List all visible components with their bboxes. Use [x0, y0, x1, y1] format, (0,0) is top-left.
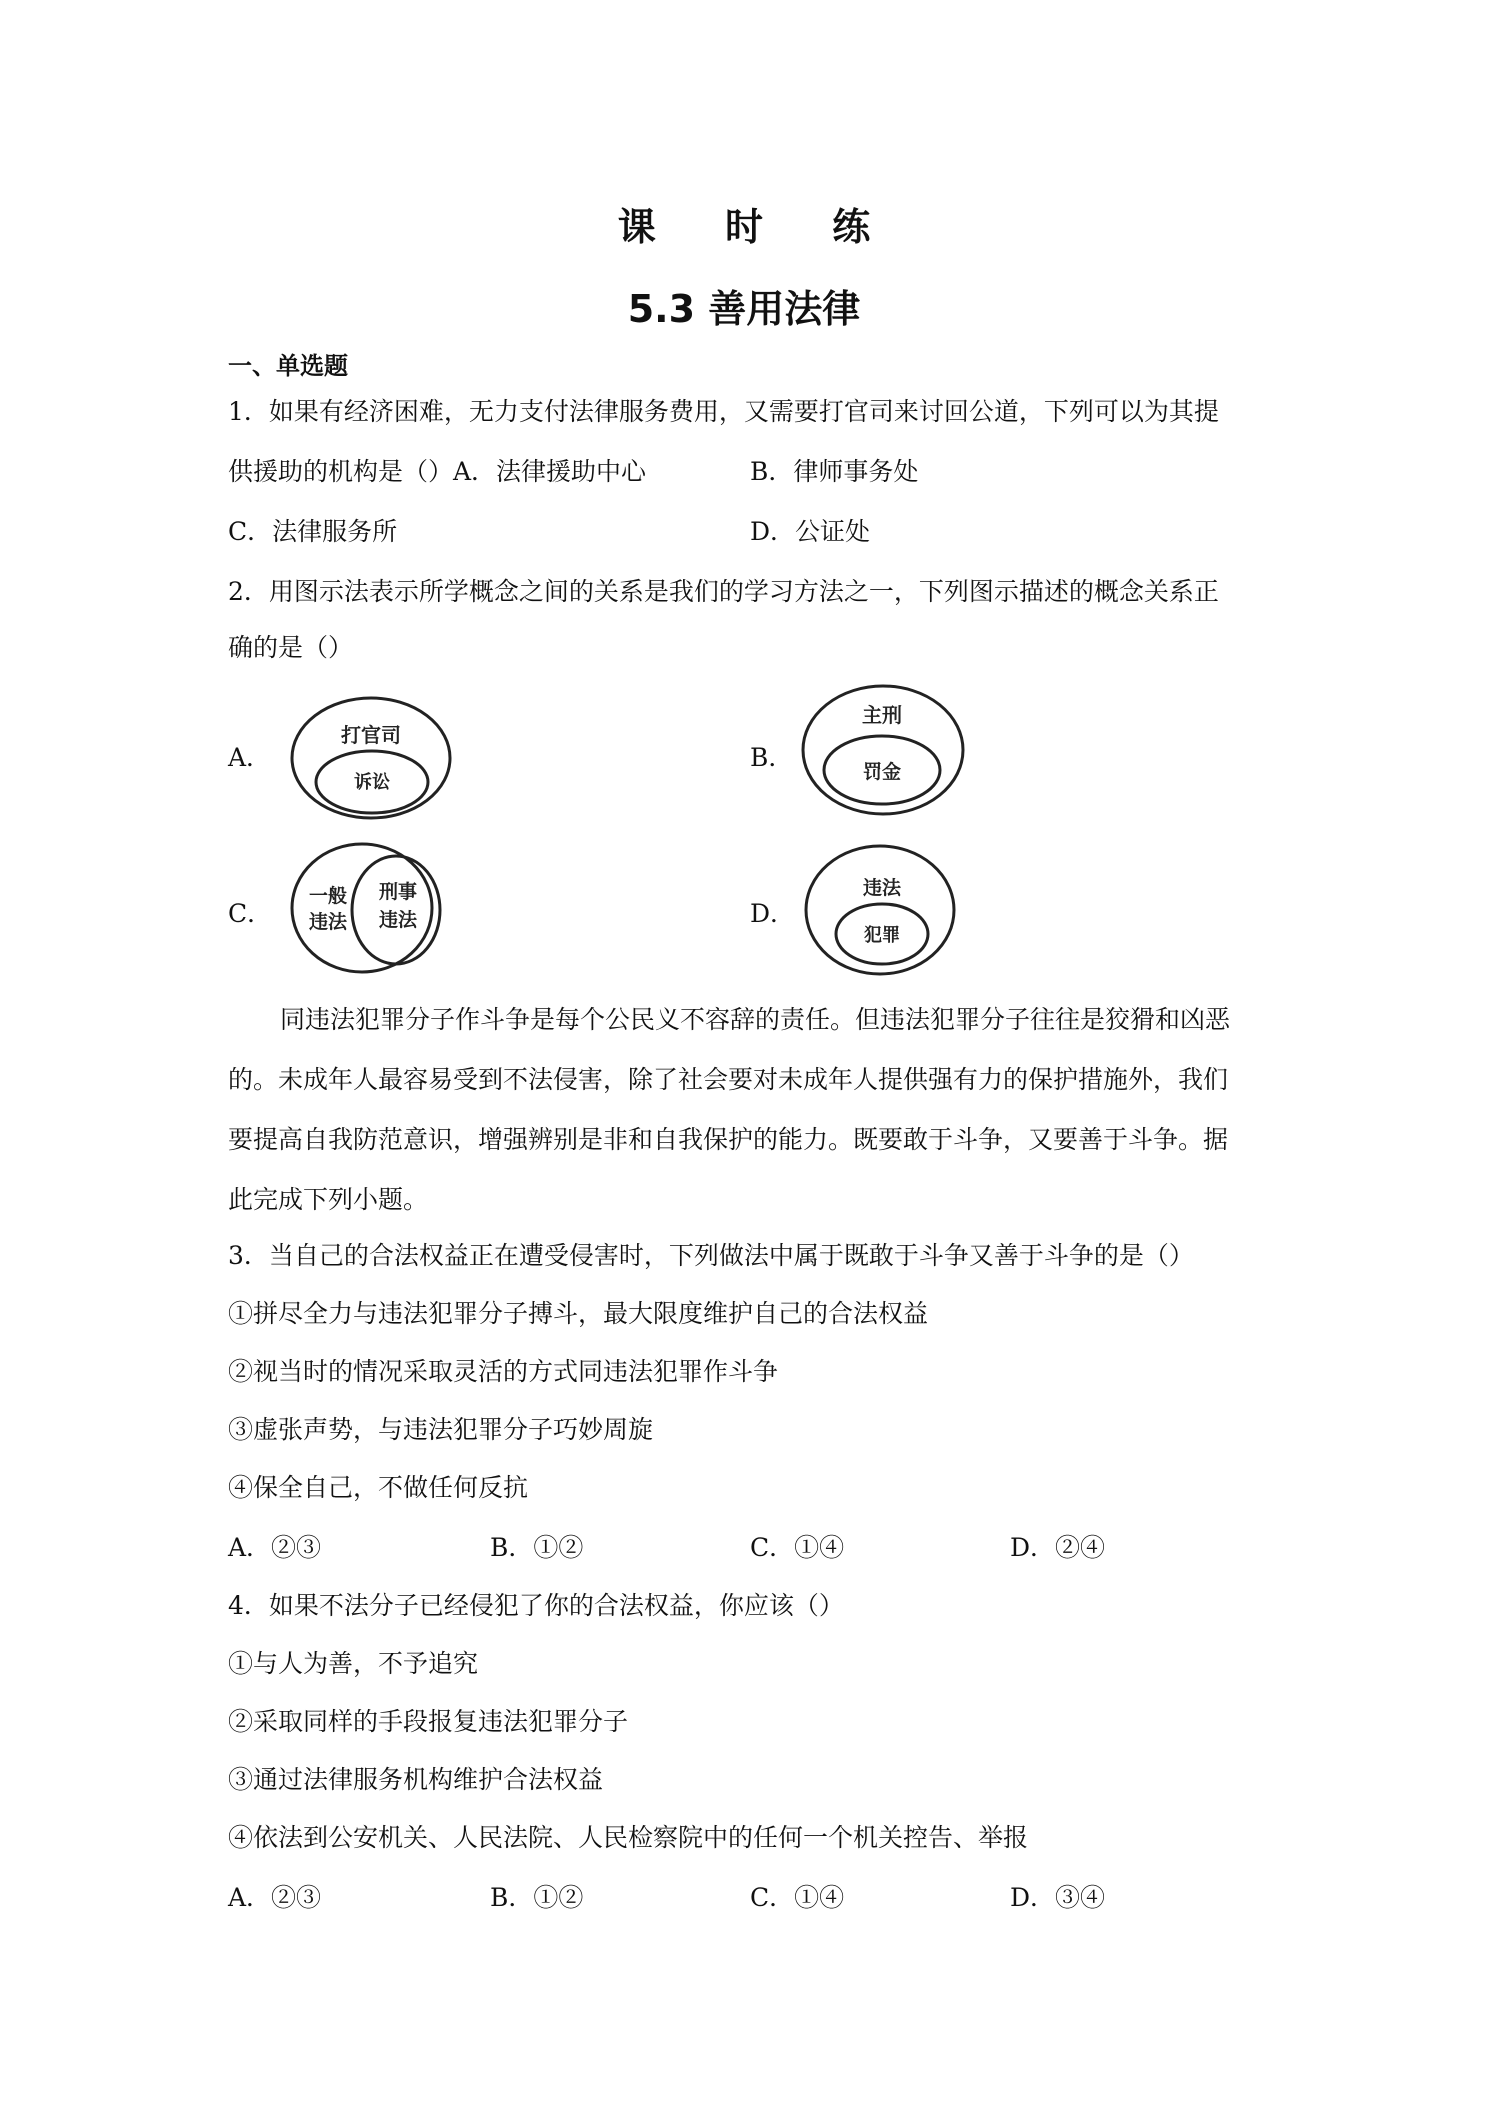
q2-diagram-d-label: D． — [750, 899, 796, 928]
q4-item-2: ②采取同样的手段报复违法犯罪分子 — [228, 1707, 629, 1736]
q1-line2: 供援助的机构是（）A．法律援助中心 — [228, 457, 647, 486]
passage-line-4: 此完成下列小题。 — [228, 1185, 429, 1214]
passage-line-3: 要提高自我防范意识，增强辨别是非和自我保护的能力。既要敢于斗争，又要善于斗争。据 — [228, 1125, 1229, 1154]
q2-diagram-d — [802, 840, 962, 980]
passage-line-2: 的。未成年人最容易受到不法侵害，除了社会要对未成年人提供强有力的保护措施外，我们 — [228, 1065, 1229, 1094]
q1-option-c: C．法律服务所 — [228, 517, 398, 546]
page-title: 课 时 练 — [617, 205, 899, 249]
outer-label: 打官司 — [341, 723, 401, 747]
left-label-2: 违法 — [308, 911, 348, 933]
q2-diagram-a-label: A． — [228, 743, 272, 772]
q3-option-c: C．①④ — [750, 1533, 845, 1562]
page-subtitle: 5.3 善用法律 — [627, 287, 861, 331]
q2-diagram-b-label: B． — [750, 743, 794, 772]
outer-label: 主刑 — [862, 703, 902, 727]
q4-item-3: ③通过法律服务机构维护合法权益 — [228, 1765, 604, 1794]
q2-diagram-b — [798, 680, 968, 820]
passage-line-1: 同违法犯罪分子作斗争是每个公民义不容辞的责任。但违法犯罪分子往往是狡猾和凶恶 — [280, 1005, 1231, 1034]
outer-ellipse — [292, 698, 450, 818]
inner-label: 罚金 — [862, 761, 902, 783]
q4-option-d: D．③④ — [1010, 1883, 1106, 1912]
q3-item-4: ④保全自己，不做任何反抗 — [228, 1473, 529, 1502]
q2-diagram-c — [286, 838, 446, 978]
inner-label: 诉讼 — [354, 772, 390, 793]
q2-diagram-a — [286, 692, 456, 826]
inner-label: 犯罪 — [864, 925, 900, 946]
q1-option-b: B．律师事务处 — [750, 457, 919, 486]
q4-item-1: ①与人为善，不予追究 — [228, 1649, 479, 1678]
q4-option-a: A．②③ — [228, 1883, 322, 1912]
q4-stem: 4．如果不法分子已经侵犯了你的合法权益，你应该（） — [228, 1591, 844, 1620]
q1-option-d: D．公证处 — [750, 517, 871, 546]
left-label-1: 一般 — [308, 885, 348, 907]
section-heading: 一、单选题 — [228, 352, 348, 380]
outer-ellipse — [292, 844, 432, 972]
q3-item-2: ②视当时的情况采取灵活的方式同违法犯罪作斗争 — [228, 1357, 779, 1386]
q3-stem: 3．当自己的合法权益正在遭受侵害时，下列做法中属于既敢于斗争又善于斗争的是（） — [228, 1241, 1194, 1270]
q3-item-3: ③虚张声势，与违法犯罪分子巧妙周旋 — [228, 1415, 654, 1444]
q1-line1: 1．如果有经济困难，无力支付法律服务费用，又需要打官司来讨回公道，下列可以为其提 — [228, 397, 1219, 426]
q2-diagram-c-label: C． — [228, 899, 273, 928]
q2-line2: 确的是（） — [228, 633, 354, 662]
right-label-1: 刑事 — [378, 881, 418, 903]
outer-ellipse — [806, 846, 954, 974]
q3-option-d: D．②④ — [1010, 1533, 1106, 1562]
q2-line1: 2．用图示法表示所学概念之间的关系是我们的学习方法之一，下列图示描述的概念关系正 — [228, 577, 1219, 606]
q4-item-4: ④依法到公安机关、人民法院、人民检察院中的任何一个机关控告、举报 — [228, 1823, 1029, 1852]
q3-option-a: A．②③ — [228, 1533, 322, 1562]
q3-item-1: ①拼尽全力与违法犯罪分子搏斗，最大限度维护自己的合法权益 — [228, 1299, 929, 1328]
q4-option-b: B．①② — [490, 1883, 584, 1912]
right-label-2: 违法 — [378, 909, 418, 931]
q3-option-b: B．①② — [490, 1533, 584, 1562]
outer-label: 违法 — [862, 877, 902, 899]
q4-option-c: C．①④ — [750, 1883, 845, 1912]
